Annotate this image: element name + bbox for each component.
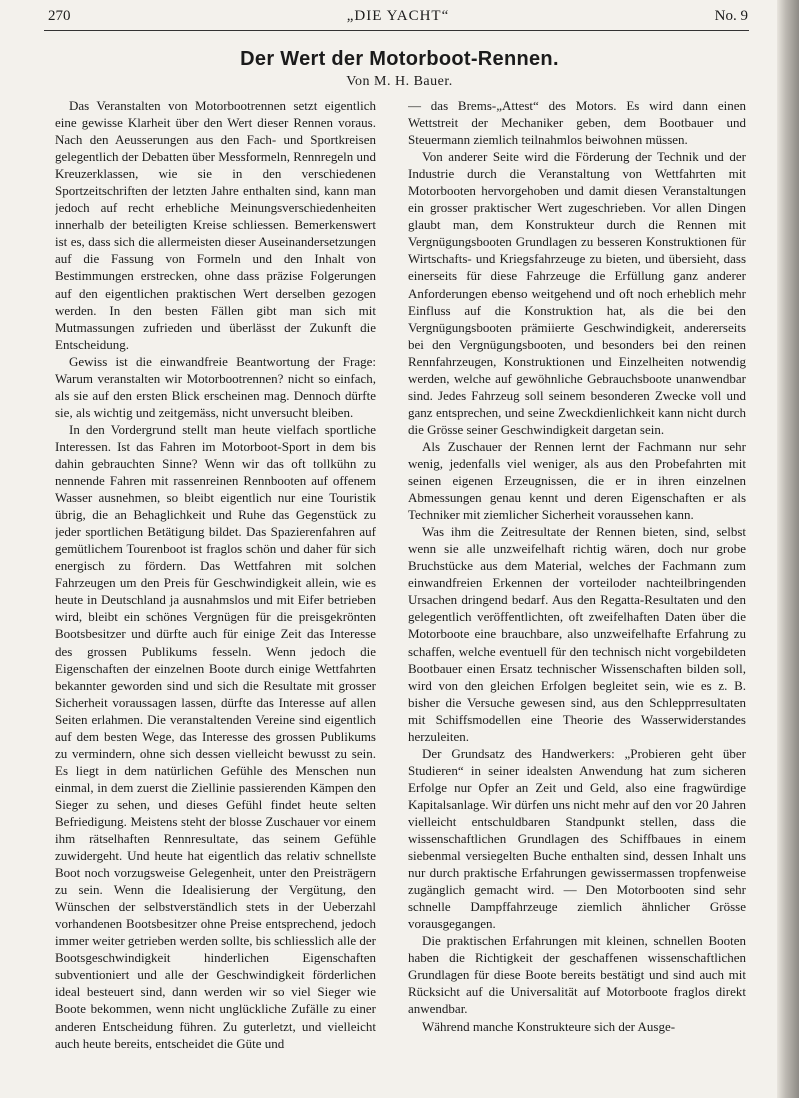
paragraph: Was ihm die Zeitresultate der Rennen bieten, sind, selbst wenn sie alle unzweifelhaft richtig wären, doch nur grobe Bruchstücke aus dem Material, welches der Fachmann zum einwandfreien Erkennen der vorteiloder nachteilbringenden Ursachen dringend bedarf. Aus den Regatta-Resultaten und den gelegentlich veröffentlichten, oft zweifelhaften Daten über die Motorboote eine brauchbare, also unzweifelhafte Erfahrung zu schaffen, welche eventuell für den technisch nicht vorgebildeten Bootbauer einen Ersatz technischer Wissenschaften bilden soll, wird von den gleichen Erfolgen begleitet sein, wie es z. B. bisher die Versuche gewesen sind, aus den Schlepprresultaten mit Schiffsmodellen eine Theorie des Wasserwiderstandes herzuleiten.: [408, 524, 746, 744]
paragraph: Während manche Konstrukteure sich der Ausge-: [422, 1018, 676, 1034]
paragraph: Als Zuschauer der Rennen lernt der Fachmann nur sehr wenig, jedenfalls viel weniger, als aus den Probefahrten mit seinen eigenen Erzeugnissen, die er in ihren einzelnen Abmessungen genau kennt und deren Eigenschaften er als Techniker mit ziemlicher Sicherheit voraussehen kann.: [408, 438, 746, 523]
issue-number: No. 9: [714, 8, 748, 24]
paragraph: Der Grundsatz des Handwerkers: „Probieren geht über Studieren“ in seiner idealsten Anwendung hat zum sicheren Erfolge nur Opfer an Zeit und Geld, also eine fragwürdige Kapitalsanlage. Wir dürfen uns nicht mehr auf den vor 20 Jahren vielleicht entschuldbaren Standpunkt stellen, dass die wissenschaftlichen Grundlagen des Schiffbaues in einem siebenmal versiegelten Buche enthalten sind, dessen Inhalt uns nur durch praktische Erfahrungen gewissermassen tropfenweise zugänglich gemacht wird. — Den Motorbooten sind sehr schnelle Dampffahrzeuge ziemlich ähnlicher Grösse vorausgegangen.: [408, 745, 746, 932]
right-column: [408, 97, 746, 1097]
left-column: [55, 97, 376, 1097]
page-binding-shadow: [777, 0, 799, 1098]
paragraph: In den Vordergrund stellt man heute vielfach sportliche Interessen. Ist das Fahren im Motorboot-Sport in dem bis dahin gebrauchten Sinne? Wenn wir das oft tollkühn zu nennende Fahren mit rassenreinen Rennbooten auf offenem Wasser ausnehmen, so bleibt eigentlich nur eine Touristik übrig, die an Behaglichkeit und Ruhe das Gegenstück zu jeder sportlichen Betätigung bildet. Das Spazierenfahren auf gemütlichem Tourenboot ist fraglos schön und daher für sich energisch zu fördern. Das Wettfahren mit solchen Fahrzeugen um den Preis für Geschwindigkeit allein, wie es heute in Deutschland ja ausnahmslos und mit Eifer betrieben wird, bleibt ein schönes Vergnügen für die preisgekrönten Bootsbesitzer und dürfte auch für einige Zeit das Interesse des grossen Publikums fesseln. Wenn jedoch die Eigenschaften der einzelnen Boote durch einige Wettfahrten bekannter geworden sind und sich die Resultate mit grosser Sicherheit voraussagen lassen, dürfte das Interesse auf allen Seiten erlahmen. Die veranstaltenden Vereine sind eigentlich auf dem besten Wege, das Interesse des grossen Publikums zu vermindern, ohne sich dessen vielleicht bewusst zu sein. Es liegt in dem natürlichen Gefühle des Menschen nun einmal, in dem zuerst die Ziellinie passierenden Kämpen den Sieger zu sehen, und dieses Gefühl findet heute selten Befriedigung. Meistens steht der blosse Zuschauer vor einem ihm rätselhaften Rennresultate, das seinem Gefühle zuwidergeht. Und heute hat eigentlich das relativ schnellste Boot noch vorzugsweise Gelegenheit, unter den Preisträgern zu sein. Wenn die Idealisierung der Vergütung, den Wünschen der selbstverständlich stets in der Ueberzahl vorhandenen Bootsbesitzer ohne Preise entsprechend, jedoch immer weiter getrieben werden sollte, bis schliesslich alle der Bootsgeschwindigkeit hinderlichen Eigenschaften subventioniert und alle der Geschwindigkeit förderlichen ideal besteuert sind, dann werden wir so viel Sieger wie Boote bekommen, wenn nicht unglückliche Zufälle zu einer anderen Entscheidung führen. Zu guterletzt, und vielleicht auch heute bereits, entscheidet die Güte und: [55, 421, 376, 1051]
paragraph: — das Brems-„Attest“ des Motors. Es wird dann einen Wettstreit der Mechaniker geben, dem Bootbauer und Steuermann ziemlich teilnahmlos beiwohnen müssen.: [408, 98, 746, 148]
paragraph: Von anderer Seite wird die Förderung der Technik und der Industrie durch die Veranstaltung von Wettfahrten mit Motorbooten hervorgehoben und damit diesen Veranstaltungen ein grosser praktischer Wert zugeschrieben. Vor allen Dingen glaubt man, dem Konstrukteur durch die Rennen mit Vergnügungsbooten Grundlagen zu besseren Konstruktionen für Wirtschafts- und Kriegsfahrzeuge zu bieten, und übersieht, dass einerseits für diese Fahrzeuge die Erfüllung ganz anderer Anforderungen ebenso weitgehend und oft noch erheblich mehr Einfluss auf die Konstruktion hat, als die bei den Vergnügungsbooten prämiierte Geschwindigkeit, andererseits bei den Vergnügungsbooten, und besonders bei den reinen Rennfahrzeugen, Konstruktionen und Einzelheiten notwendig werden, welche auf gewöhnliche Gebrauchsboote unanwendbar sind. Jedes Fahrzeug soll seinem besonderen Zwecke voll und ganz entsprechen, und seine Zweckdienlichkeit kann nicht durch die Grösse seiner Geschwindigkeit dargetan sein.: [408, 149, 746, 437]
article-byline: Von M. H. Bauer.: [346, 74, 453, 89]
article-title: Der Wert der Motorboot-Rennen.: [240, 48, 559, 70]
header-rule: [44, 30, 749, 31]
page-number: 270: [48, 8, 71, 24]
running-head: [48, 6, 748, 28]
paragraph: Das Veranstalten von Motorbootrennen setzt eigentlich eine gewisse Klarheit über den Wert dieser Rennen voraus. Nach den Aeusserungen aus den Fach- und Sportkreisen gelegentlich der Debatten über Messformeln, Rennregeln und Kreuzerklassen, wie sie in den verschiedenen Sportzeitschriften der letzten Jahre enthalten sind, kann man jedoch auf recht erhebliche Meinungsverschiedenheiten innerhalb der beteiligten Kreise schliessen. Bemerkenswert ist es, dass sich die allermeisten dieser Auseinandersetzungen auf die Fassung von Formeln und den Inhalt von Bestimmungen erstrecken, ohne dass präzise Folgerungen auf den eigentlichen praktischen Wert derselben gezogen werden. In den besten Fällen gibt man sich mit Mutmassungen zufrieden und überlässt der Zukunft die Entscheidung.: [55, 98, 376, 352]
paragraph: Gewiss ist die einwandfreie Beantwortung der Frage: Warum veranstalten wir Motorbootrennen? nicht so einfach, als sie auf den ersten Blick erscheinen mag. Dennoch dürfte sie, als wichtig und zeitgemäss, nicht unversucht bleiben.: [55, 353, 376, 420]
journal-title: „DIE YACHT“: [346, 8, 450, 24]
paragraph: Die praktischen Erfahrungen mit kleinen, schnellen Booten haben die Richtigkeit der geschaffenen wissenschaftlichen Grundlagen für diese Boote bereits bestätigt und sind auch mit Rücksicht auf die Universalität auf Motorboote fraglos direkt anwendbar.: [408, 933, 746, 1017]
